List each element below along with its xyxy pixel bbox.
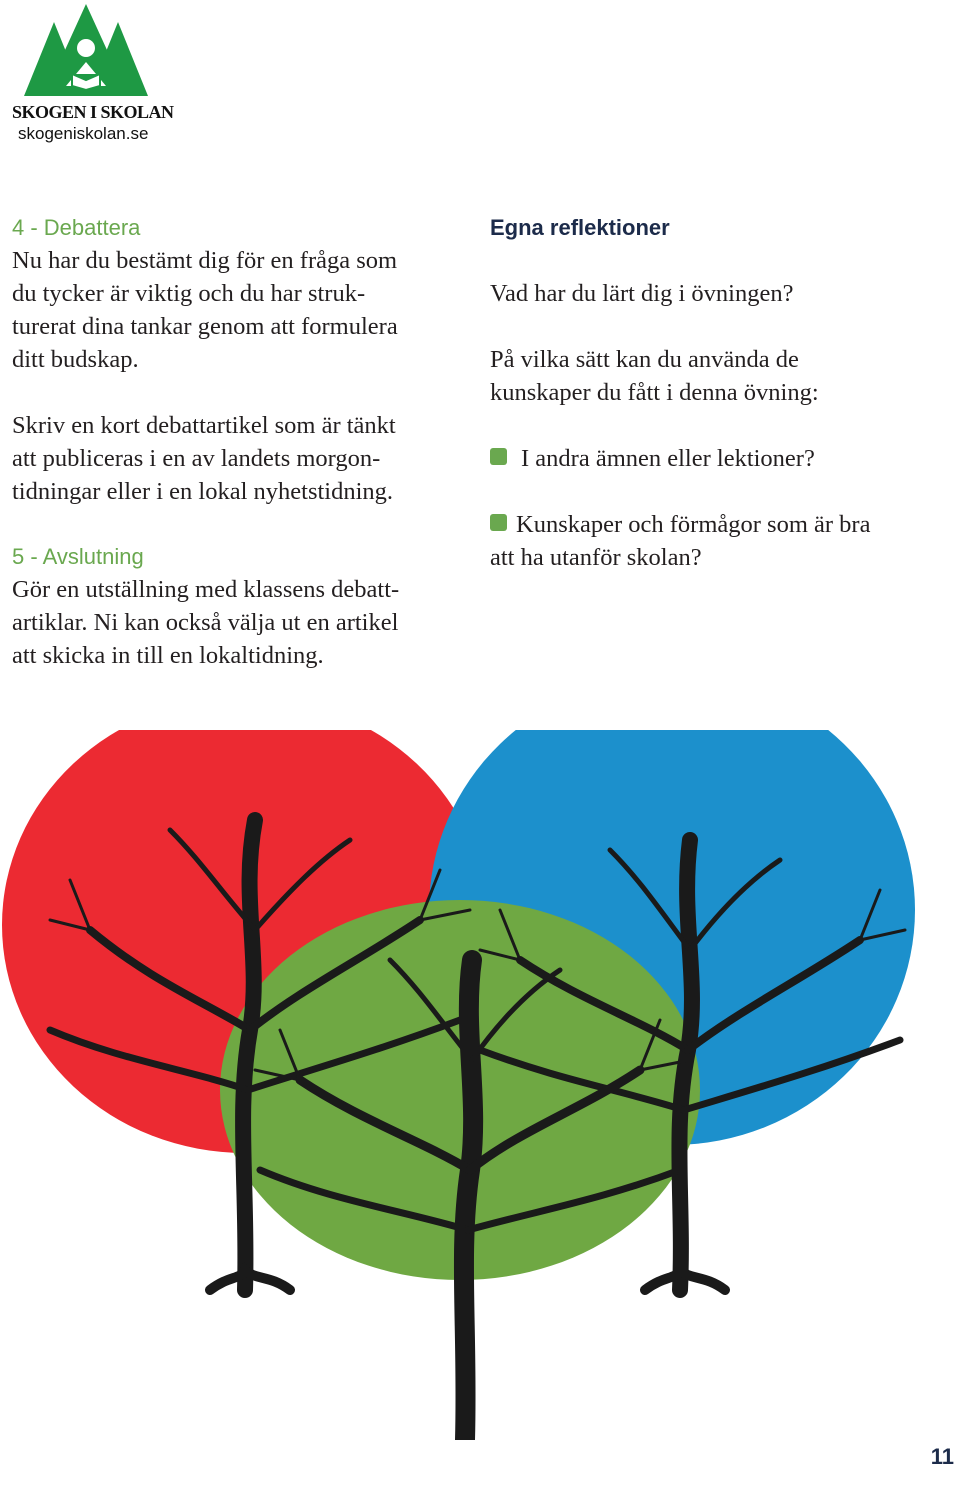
reflections-heading: Egna reflektioner <box>490 215 670 240</box>
section-4-line-1: Nu har du bestämt dig för en fråga som <box>12 247 398 274</box>
bullet-item-1-text: I andra ämnen eller lektioner? <box>521 445 815 472</box>
section-4-line-3: turerat dina tankar genom att formulera <box>12 313 398 340</box>
bullet-item-2 <box>490 508 940 541</box>
bullet-item-2-line-2: att ha utanför skolan? <box>490 544 702 571</box>
bullet-item-2-text: Kunskaper och förmågor som är bra <box>516 511 871 538</box>
trees-with-reading-child-logo-icon <box>24 4 148 100</box>
section-5-line-3: att skicka in till en lokaltidning. <box>12 642 324 669</box>
section-5-line-1: Gör en utställning med klassens debatt- <box>12 576 400 603</box>
three-trees-overlapping-crowns-illustration-icon <box>0 730 960 1440</box>
left-column <box>12 212 472 672</box>
section-5-heading: 5 - Avslutning <box>12 544 144 569</box>
section-5-line-2: artiklar. Ni kan också välja ut en artikel <box>12 609 399 636</box>
logo-name: SKOGEN I SKOLAN <box>12 102 174 122</box>
section-4-heading: 4 - Debattera <box>12 215 141 240</box>
question-1: Vad har du lärt dig i övningen? <box>490 280 794 307</box>
section-4-task-line-1: Skriv en kort debattartikel som är tänkt <box>12 412 396 439</box>
logo <box>6 4 174 144</box>
section-4-task-line-3: tidningar eller i en lokal nyhetstidning. <box>12 478 394 505</box>
page-number: 11 <box>930 1444 954 1469</box>
bullet-square-icon <box>490 514 507 531</box>
section-4-line-2: du tycker är viktig och du har struk- <box>12 280 366 307</box>
right-column <box>490 212 940 574</box>
section-4-task-line-2: att publiceras i en av landets morgon- <box>12 445 381 472</box>
question-2-line-2: kunskaper du fått i denna övning: <box>490 379 819 406</box>
bullet-square-icon <box>490 448 507 465</box>
section-4-line-4: ditt budskap. <box>12 346 139 373</box>
bullet-item-1 <box>490 442 940 475</box>
logo-url: skogeniskolan.se <box>18 124 149 143</box>
question-2-line-1: På vilka sätt kan du använda de <box>490 346 799 373</box>
